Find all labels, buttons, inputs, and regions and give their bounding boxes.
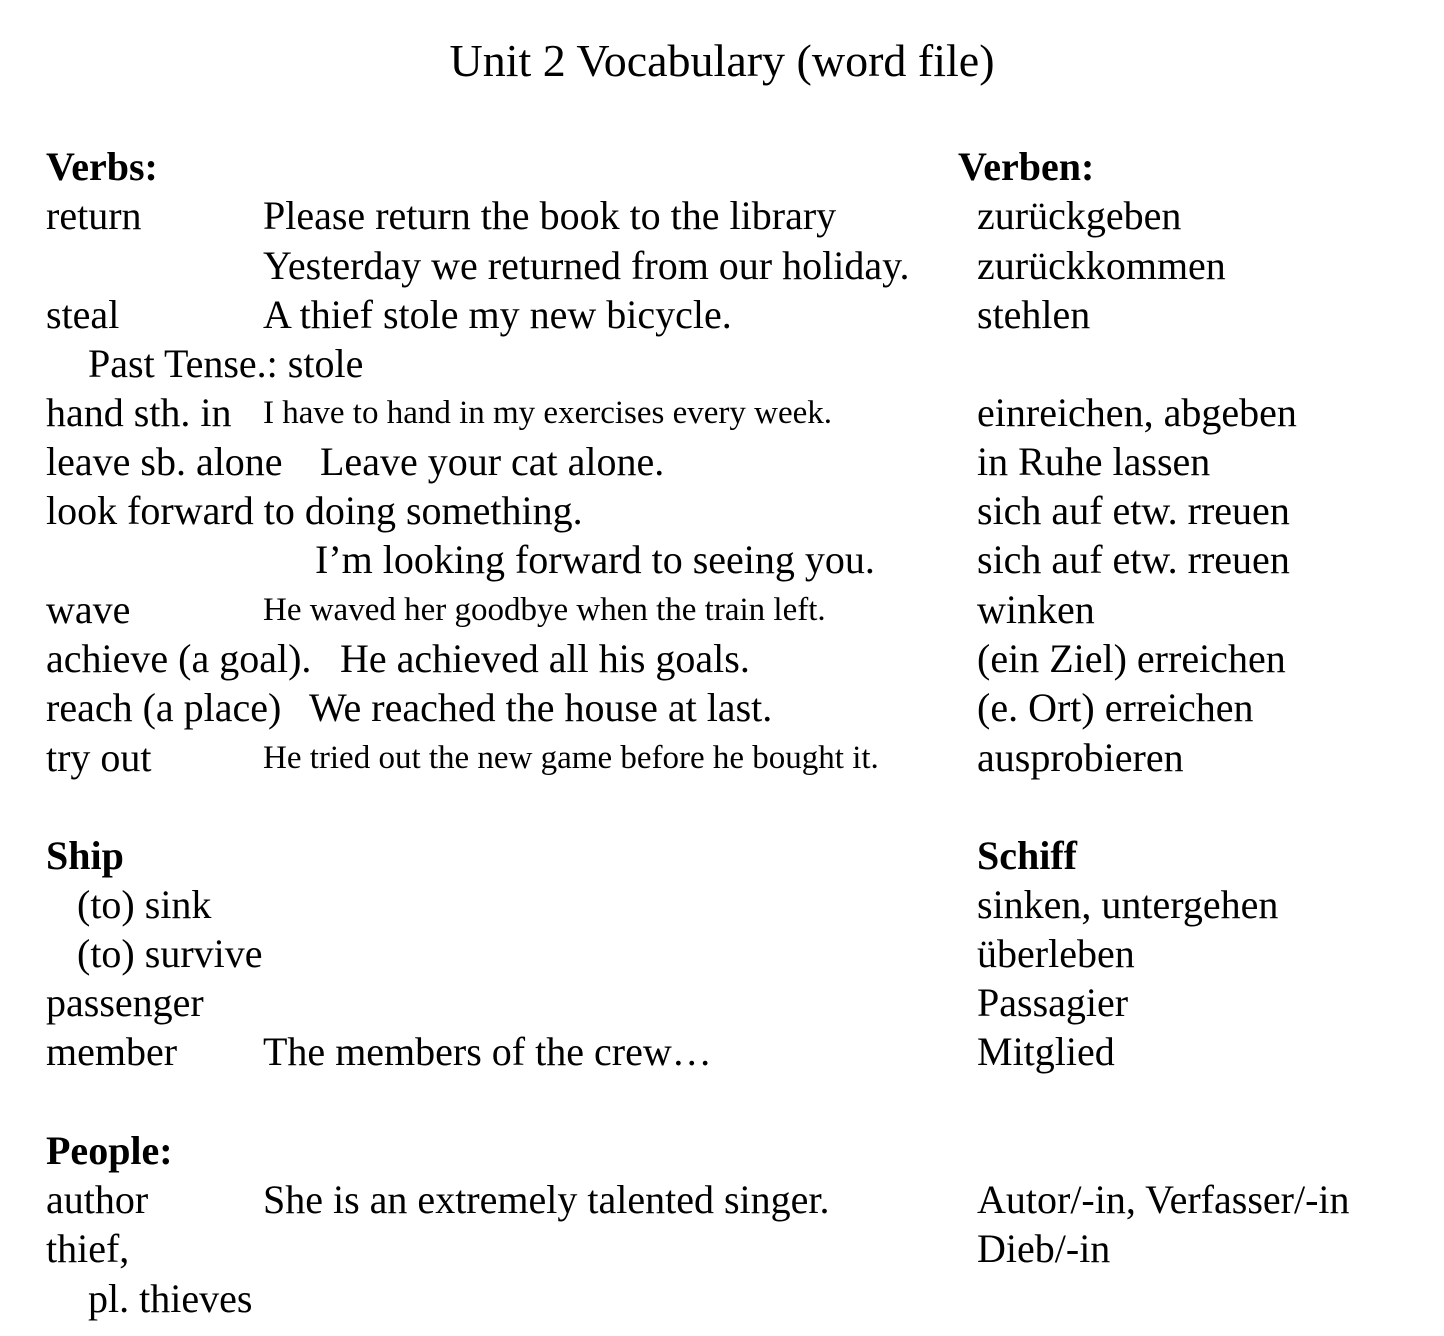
vocab-word: return <box>46 193 142 238</box>
vocab-example: He waved her goodbye when the train left. <box>263 592 826 628</box>
vocab-word: member <box>46 1029 178 1074</box>
vocab-example: She is an extremely talented singer. <box>263 1177 830 1222</box>
page-title: Unit 2 Vocabulary (word file) <box>449 35 995 86</box>
vocab-word: (to) survive <box>77 931 263 976</box>
vocab-translation: ausprobieren <box>977 735 1184 780</box>
vocab-example: Please return the book to the library <box>263 193 837 238</box>
vocab-translation: zurückgeben <box>977 193 1182 238</box>
vocab-word: (to) sink <box>77 882 212 927</box>
vocab-translation: sich auf etw. rreuen <box>977 488 1290 533</box>
vocab-example: Leave your cat alone. <box>320 439 665 484</box>
vocab-example: I have to hand in my exercises every week. <box>263 395 833 431</box>
vocab-translation: einreichen, abgeben <box>977 390 1297 435</box>
vocab-example: He achieved all his goals. <box>340 636 750 681</box>
vocab-word: reach (a place) <box>46 685 282 730</box>
vocab-example: He tried out the new game before he bought it. <box>263 740 879 776</box>
vocab-translation: Mitglied <box>977 1029 1115 1074</box>
vocab-example: Yesterday we returned from our holiday. <box>263 243 910 288</box>
section-heading-verben: Verben: <box>958 144 1095 189</box>
vocab-translation: Autor/-in, Verfasser/-in <box>977 1177 1350 1222</box>
vocab-translation: sich auf etw. rreuen <box>977 537 1290 582</box>
vocab-translation: in Ruhe lassen <box>977 439 1211 484</box>
vocab-word: hand sth. in <box>46 390 232 435</box>
vocab-translation: sinken, untergehen <box>977 882 1279 927</box>
vocab-translation: stehlen <box>977 292 1091 337</box>
vocab-word: leave sb. alone <box>46 439 283 484</box>
vocab-word: try out <box>46 735 152 780</box>
vocab-word: steal <box>46 292 120 337</box>
section-heading-schiff: Schiff <box>977 833 1077 878</box>
vocab-example: The members of the crew… <box>263 1029 712 1074</box>
vocab-note: Past Tense.: stole <box>88 341 364 386</box>
vocab-word: author <box>46 1177 149 1222</box>
vocab-translation: zurückkommen <box>977 243 1226 288</box>
vocab-translation: Dieb/-in <box>977 1226 1111 1271</box>
section-heading-people: People: <box>46 1128 173 1173</box>
vocab-example: I’m looking forward to seeing you. <box>315 537 875 582</box>
vocab-translation: (ein Ziel) erreichen <box>977 636 1286 681</box>
vocab-word: look forward to doing something. <box>46 488 583 533</box>
vocab-note: pl. thieves <box>88 1276 253 1321</box>
vocab-translation: Passagier <box>977 980 1129 1025</box>
vocab-translation: (e. Ort) erreichen <box>977 685 1254 730</box>
vocab-example: We reached the house at last. <box>309 685 773 730</box>
vocab-word: wave <box>46 587 131 632</box>
vocab-word: achieve (a goal). <box>46 636 312 681</box>
section-heading-verbs: Verbs: <box>46 144 158 189</box>
vocab-translation: überleben <box>977 931 1135 976</box>
vocab-example: A thief stole my new bicycle. <box>263 292 732 337</box>
vocab-word: thief, <box>46 1226 130 1271</box>
vocab-translation: winken <box>977 587 1095 632</box>
section-heading-ship: Ship <box>46 833 124 878</box>
vocab-word: passenger <box>46 980 204 1025</box>
